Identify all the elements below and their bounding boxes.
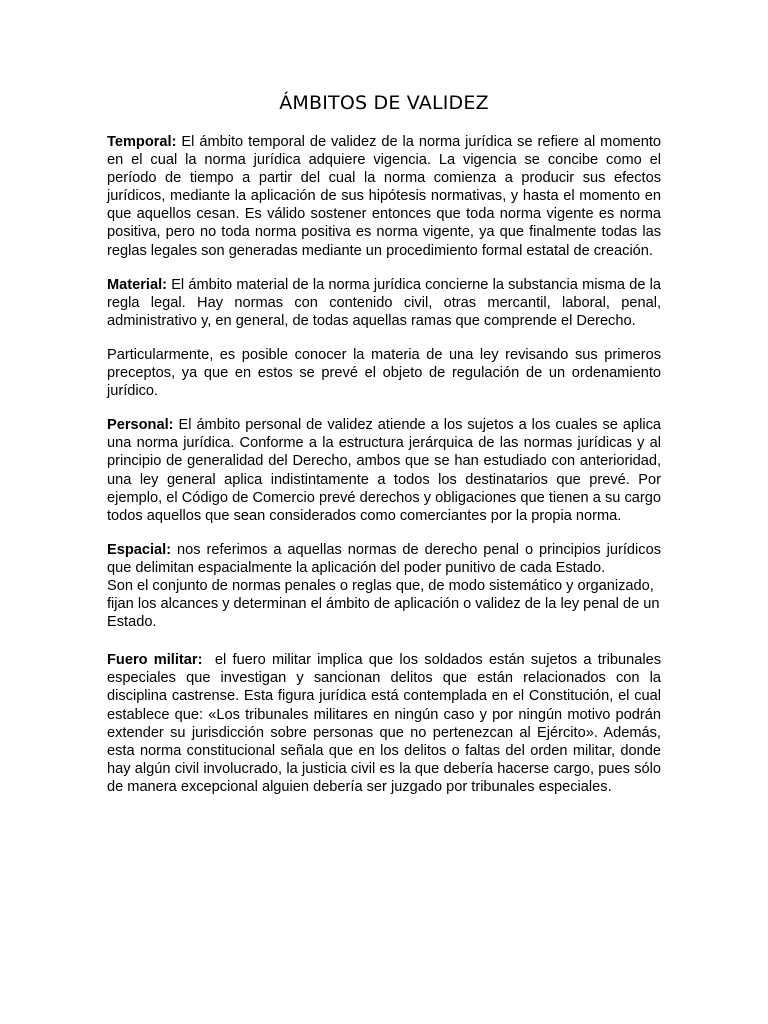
document-page	[107, 92, 666, 812]
paragraph-temporal	[107, 133, 661, 260]
paragraph-espacial	[107, 541, 661, 577]
paragraph-espacial-line2	[107, 577, 661, 595]
label-fuero-militar: Fuero militar:	[107, 652, 203, 669]
text-material-extra: Particularmente, es posible conocer la materia de una ley revisando sus primeros preceptos, ya que en estos se prevé el objeto de regulación de un ordenamiento jurídico.	[107, 346, 661, 400]
label-material: Material:	[107, 276, 168, 293]
paragraph-material	[107, 276, 661, 330]
paragraph-espacial-line3	[107, 595, 661, 631]
label-espacial: Espacial:	[107, 541, 172, 558]
text-temporal: El ámbito temporal de validez de la norma jurídica se refiere al momento en el cual la norma jurídica adquiere vigencia. La vigencia se concibe como el período de tiempo a partir del cual la norma comienza a producir sus efectos jurídicos, mediante la aplicación de sus hipótesis normativas, y hasta el momento en que aquellos cesan. Es válido sostener entonces que toda norma vigente es norma positiva, pero no toda norma positiva es norma vigente, ya que finalmente todas las reglas legales son generadas mediante un procedimiento formal estatal de creación.	[107, 134, 661, 259]
paragraph-material-extra	[107, 346, 661, 400]
label-personal: Personal:	[107, 417, 174, 434]
paragraph-fuero-militar	[107, 651, 666, 796]
text-espacial: nos referimos a aquellas normas de derecho penal o principios jurídicos que delimitan espacialmente la aplicación del poder punitivo de cada Estado.	[107, 541, 661, 576]
label-temporal: Temporal:	[107, 134, 177, 150]
text-material: El ámbito material de la norma jurídica concierne la substancia misma de la regla legal. Hay normas con contenido civil, otras mercantil, laboral, penal, administrativo y, en general, de todas aquellas ramas que comprende el Derecho.	[107, 276, 661, 329]
text-espacial-line3: fijan los alcances y determinan el ámbito de aplicación o validez de la ley penal de un Estado.	[107, 596, 660, 631]
document-title: ÁMBITOS DE VALIDEZ	[279, 92, 489, 114]
text-personal: El ámbito personal de validez atiende a los sujetos a los cuales se aplica una norma jurídica. Conforme a la estructura jerárquica de las normas jurídicas y al principio de generalidad del Derecho, ambos que se han estudiado con anterioridad, una ley general aplica indistintamente a todos los destinatarios que prevé. Por ejemplo, el Código de Comercio prevé derechos y obligaciones que tienen a su cargo todos aquellos que sean considerados como comerciantes por la propia norma.	[107, 417, 661, 524]
text-fuero-militar: el fuero militar implica que los soldados están sujetos a tribunales especiales que investigan y sancionan delitos que están relacionados con la disciplina castrense. Esta figura jurídica está contemplada en el Constitución, el cual establece que: «Los tribunales militares en ningún caso y por ningún motivo podrán extender su jurisdicción sobre personas que no pertenezcan al Ejército». Además, esta norma constitucional señala que en los delitos o faltas del orden militar, donde hay algún civil involucrado, la justicia civil es la que debería hacerse cargo, pues sólo de manera excepcional alguien debería ser juzgado por tribunales especiales.	[107, 652, 666, 795]
paragraph-personal	[107, 416, 661, 525]
text-espacial-line2: Son el conjunto de normas penales o reglas que, de modo sistemático y organizado,	[107, 577, 654, 594]
